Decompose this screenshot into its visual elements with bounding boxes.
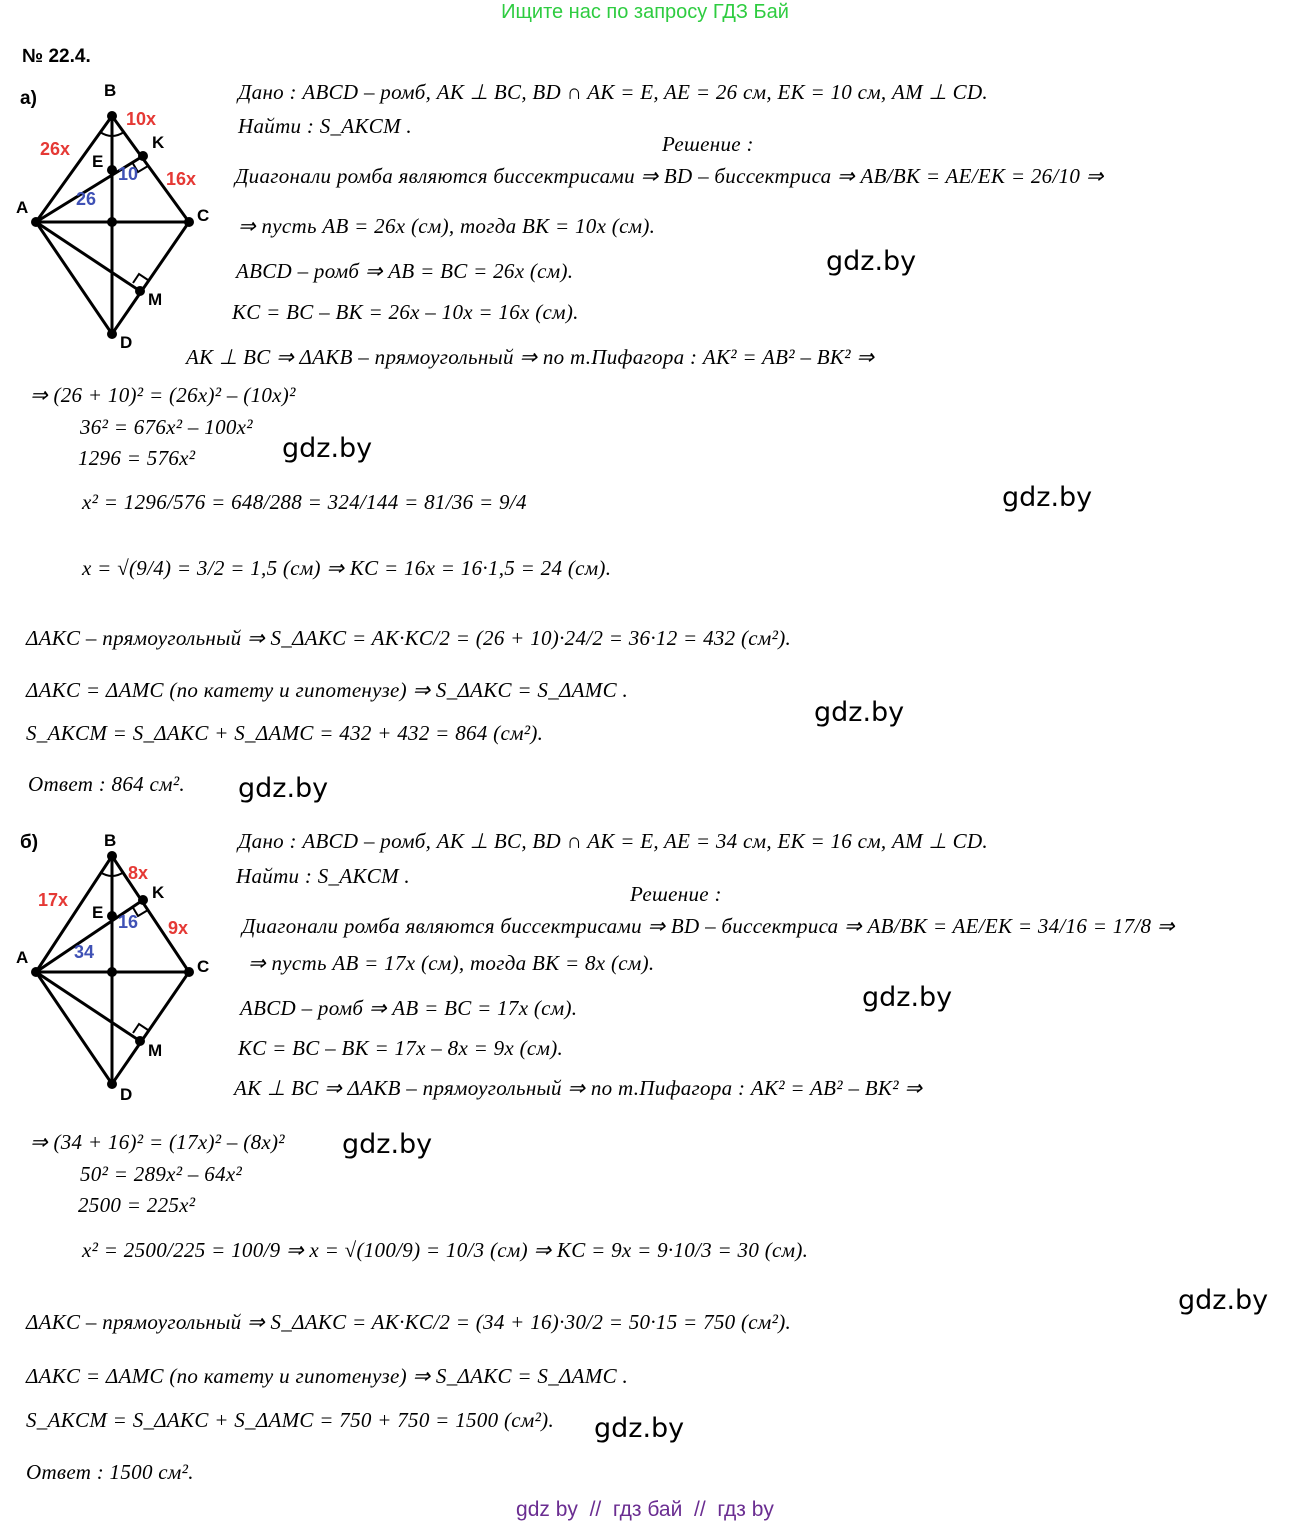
- footer-links[interactable]: gdz by // гдз бай // гдз by: [516, 1498, 774, 1521]
- watermark: gdz.by: [342, 1129, 433, 1160]
- part-b-label: б): [20, 832, 39, 853]
- segment-label: 34: [74, 942, 95, 962]
- side-label: 10x: [126, 109, 157, 129]
- answer-line: Ответ : 1500 см².: [26, 1460, 194, 1484]
- side-label: 8x: [128, 863, 149, 883]
- vertex-label: M: [148, 1041, 163, 1060]
- part-a-label: а): [20, 88, 37, 109]
- solution-line: x² = 1296/576 = 648/288 = 324/144 = 81/36 = 9/4: [82, 490, 527, 514]
- answer-line: Ответ : 864 см².: [28, 772, 185, 796]
- find-line: Найти : S_AKCM .: [236, 864, 410, 888]
- vertex-label: C: [197, 206, 210, 225]
- solution-line: x² = 2500/225 = 100/9 ⇒ x = √(100/9) = 10/3 (см) ⇒ KC = 9x = 9·10/3 = 30 (см).: [82, 1238, 809, 1262]
- given-line: Дано : ABCD – ромб, AK ⊥ BC, BD ∩ AK = E, AE = 34 см, EK = 16 см, AM ⊥ CD.: [238, 829, 988, 853]
- solution-line: ΔAKC = ΔAMC (по катету и гипотенузе) ⇒ S_ΔAKC = S_ΔAMC .: [26, 1364, 628, 1388]
- solution-line: AK ⊥ BC ⇒ ΔAKB – прямоугольный ⇒ по т.Пифагора : AK² = AB² – BK² ⇒: [186, 345, 875, 369]
- solution-line: ⇒ пусть AB = 17x (см), тогда BK = 8x (см).: [248, 951, 655, 975]
- solution-line: AK ⊥ BC ⇒ ΔAKB – прямоугольный ⇒ по т.Пифагора : AK² = AB² – BK² ⇒: [234, 1076, 923, 1100]
- solution-line: Диагонали ромба являются биссектрисами ⇒ BD – биссектриса ⇒ AB/BK = AE/EK = 34/16 = 17/8 ⇒: [242, 914, 1175, 938]
- side-label: 26x: [40, 139, 71, 159]
- banner-text[interactable]: Ищите нас по запросу ГДЗ Бай: [501, 1, 789, 23]
- vertex-label: K: [152, 883, 165, 902]
- solution-heading: Решение :: [662, 132, 754, 156]
- side-label: 16x: [166, 169, 197, 189]
- part-b-figure: [0, 820, 225, 1105]
- side-label: 9x: [168, 918, 189, 938]
- solution-line: ΔAKC – прямоугольный ⇒ S_ΔAKC = AK·KC/2 = (26 + 10)·24/2 = 36·12 = 432 (см²).: [26, 626, 792, 650]
- vertex-label: D: [120, 333, 133, 352]
- solution-line: Диагонали ромба являются биссектрисами ⇒ BD – биссектриса ⇒ AB/BK = AE/EK = 26/10 ⇒: [235, 164, 1104, 188]
- solution-line: 50² = 289x² – 64x²: [80, 1162, 243, 1186]
- solution-line: ⇒ пусть AB = 26x (см), тогда BK = 10x (см).: [238, 214, 656, 238]
- vertex-label: A: [16, 948, 29, 967]
- watermark: gdz.by: [594, 1413, 685, 1444]
- watermark: gdz.by: [862, 982, 953, 1013]
- vertex-label: K: [152, 133, 165, 152]
- watermark: gdz.by: [814, 697, 905, 728]
- solution-line: S_AKCM = S_ΔAKC + S_ΔAMC = 432 + 432 = 864 (см²).: [26, 721, 544, 745]
- part-a-figure: [0, 70, 225, 355]
- vertex-label: E: [92, 152, 104, 171]
- segment-label: 16: [118, 912, 139, 932]
- watermark: gdz.by: [1178, 1285, 1269, 1316]
- segment-label: 10: [118, 164, 139, 184]
- solution-heading: Решение :: [630, 882, 722, 906]
- given-line: Дано : ABCD – ромб, AK ⊥ BC, BD ∩ AK = E, AE = 26 см, EK = 10 см, AM ⊥ CD.: [238, 80, 988, 104]
- find-line: Найти : S_AKCM .: [238, 114, 412, 138]
- side-label: 17x: [38, 890, 69, 910]
- vertex-label: E: [92, 903, 104, 922]
- vertex-label: D: [120, 1085, 133, 1104]
- vertex-label: B: [104, 81, 117, 100]
- problem-number: № 22.4.: [22, 46, 91, 67]
- solution-line: KC = BC – BK = 17x – 8x = 9x (см).: [238, 1036, 564, 1060]
- segment-label: 26: [76, 189, 97, 209]
- solution-line: 36² = 676x² – 100x²: [80, 415, 253, 439]
- watermark: gdz.by: [826, 246, 917, 277]
- solution-line: 2500 = 225x²: [78, 1193, 196, 1217]
- solution-line: KC = BC – BK = 26x – 10x = 16x (см).: [232, 300, 579, 324]
- solution-line: ABCD – ромб ⇒ AB = BC = 17x (см).: [240, 996, 578, 1020]
- solution-line: x = √(9/4) = 3/2 = 1,5 (см) ⇒ KC = 16x = 16·1,5 = 24 (см).: [82, 556, 612, 580]
- solution-line: 1296 = 576x²: [78, 446, 196, 470]
- solution-line: ⇒ (34 + 16)² = (17x)² – (8x)²: [30, 1130, 285, 1154]
- watermark: gdz.by: [238, 773, 329, 804]
- solution-line: ΔAKC – прямоугольный ⇒ S_ΔAKC = AK·KC/2 = (34 + 16)·30/2 = 50·15 = 750 (см²).: [26, 1310, 792, 1334]
- watermark: gdz.by: [282, 433, 373, 464]
- vertex-label: B: [104, 831, 117, 850]
- vertex-label: A: [16, 198, 29, 217]
- vertex-label: M: [148, 290, 163, 309]
- solution-line: ⇒ (26 + 10)² = (26x)² – (10x)²: [30, 383, 296, 407]
- solution-line: S_AKCM = S_ΔAKC + S_ΔAMC = 750 + 750 = 1500 (см²).: [26, 1408, 555, 1432]
- vertex-label: C: [197, 957, 210, 976]
- solution-line: ΔAKC = ΔAMC (по катету и гипотенузе) ⇒ S_ΔAKC = S_ΔAMC .: [26, 678, 628, 702]
- solution-line: ABCD – ромб ⇒ AB = BC = 26x (см).: [236, 259, 574, 283]
- watermark: gdz.by: [1002, 482, 1093, 513]
